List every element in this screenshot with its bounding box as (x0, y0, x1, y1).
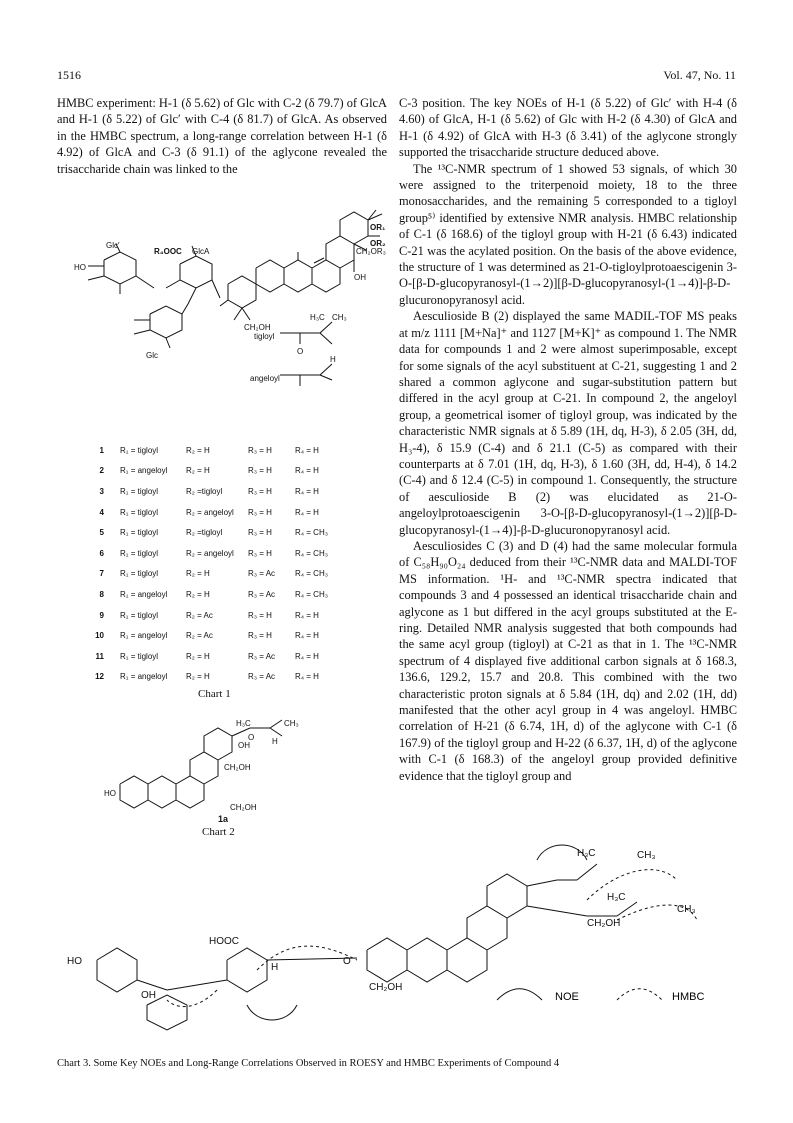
label-hooc: HOOC (209, 936, 239, 947)
label-o: O (297, 347, 304, 356)
substituent-cell: R₃ = Ac (248, 569, 276, 579)
label-ch2oh-2: CH₂OH (587, 918, 621, 929)
compound-number: 11 (95, 651, 104, 661)
table-row (82, 584, 372, 605)
substituent-cell: R₁ = tigloyl (120, 548, 159, 558)
substituent-cell: R₃ = H (248, 466, 272, 476)
substituent-cell: R₄ = H (295, 507, 319, 517)
chart2-caption: Chart 2 (202, 826, 235, 838)
substituent-cell: R₂ = Ac (186, 631, 213, 641)
substituent-cell: R₁ = tigloyl (120, 569, 159, 579)
legend-hmbc: HMBC (672, 991, 705, 1003)
substituent-cell: R₄ = CH₃ (295, 569, 328, 579)
label-ch3: CH₃ (332, 313, 347, 322)
substituent-cell: R₁ = angeloyl (120, 466, 168, 476)
substituent-cell: R₂ = H (186, 672, 210, 682)
substituent-cell: R₁ = tigloyl (120, 486, 159, 496)
label-oh: OH (141, 990, 156, 1001)
compound-label: 1a (218, 814, 229, 824)
substituent-cell: R₂ = angeloyl (186, 548, 234, 558)
table-row (82, 481, 372, 502)
paragraph: HMBC experiment: H-1 (δ 5.62) of Glc with C-2 (δ 79.7) of GlcA and H-1 (δ 5.22) of Glc′ with C-4 (δ 81.7) of GlcA. As observed in the HMBC spectrum, a long-range correlation between H-1 (δ 4.92) of GlcA and C-3 (δ 91.1) of the aglycone revealed the trisaccharide chain was linked to the (57, 96, 387, 176)
substituent-cell: R₂ = angeloyl (186, 507, 234, 517)
substituent-cell: R₁ = tigloyl (120, 445, 159, 455)
substituent-cell: R₄ = H (295, 610, 319, 620)
label-h3c: H₃C (236, 719, 251, 728)
compound-number: 10 (95, 631, 104, 641)
table-row (82, 502, 372, 523)
label-o: O (343, 956, 351, 967)
substituent-cell: R₂ = Ac (186, 610, 213, 620)
table-row (82, 667, 372, 688)
substituent-cell: R₁ = tigloyl (120, 610, 159, 620)
compound-number: 6 (99, 548, 104, 558)
substituent-cell: R₃ = H (248, 548, 272, 558)
substituent-cell: R₁ = tigloyl (120, 528, 159, 538)
journal-volume: Vol. 47, No. 11 (663, 68, 736, 82)
legend-noe: NOE (555, 991, 579, 1003)
compound-number: 2 (99, 466, 104, 476)
substituent-cell: R₁ = angeloyl (120, 589, 168, 599)
chart2-structure (100, 714, 360, 814)
label-ch2or3: CH₂OR₃ (356, 247, 386, 256)
label-ho: HO (74, 263, 86, 272)
substituent-cell: R₄ = H (295, 651, 319, 661)
substituent-cell: R₂ = H (186, 589, 210, 599)
substituent-cell: R₂ = H (186, 569, 210, 579)
substituent-cell: R₃ = H (248, 631, 272, 641)
label-glc: Glc (146, 351, 158, 360)
substituent-cell: R₁ = tigloyl (120, 651, 159, 661)
substituent-cell: R₄ = H (295, 445, 319, 455)
label-o: O (248, 733, 255, 742)
compound-number: 1 (99, 445, 104, 455)
table-row (82, 543, 372, 564)
label-r4ooc: R₄OOC (154, 247, 182, 256)
label-or2: OR₂ (370, 239, 386, 248)
label-oh: OH (238, 741, 250, 750)
chart3-structure (57, 840, 737, 1040)
substituent-cell: R₃ = Ac (248, 651, 276, 661)
substituent-cell: R₂ =tigloyl (186, 528, 223, 538)
substituent-cell: R₂ = H (186, 466, 210, 476)
paragraph: Aesculiosides C (3) and D (4) had the same molecular formula of C₅₈H₉₀O₂₄ deduced from their ¹³C-NMR data and MALDI-TOF MS information. ¹H- and ¹³C-NMR spectra indicated that compounds 3 and 4 possessed an identical trisaccharide chain and aglycone as 1 but differed in the acyl groups substituted at the E-ring. Detailed NMR analysis suggested that both compounds had the same acyl group (tigloyl) at C-21 as that in 1. The ¹³C-NMR spectrum of 4 displayed five additional carbon signals at δ 168.3, 136.6, 129.2, 15.7 and 20.8. This combined with the two characteristic proton signals at δ 5.84 (1H, dq) and 2.02 (1H, dd) manifested that the other acyl group in 4 was angeloyl. HMBC correlation of H-21 (δ 6.74, 1H, d) of the aglycone with C-1 (δ 167.9) of the tigloyl group and H-22 (δ 6.37, 1H, d) of the aglycone with C-1 (δ 168.3) of the angeloyl group provided definitive evidence that the tigloyl group and (399, 538, 737, 783)
substituent-cell: R₄ = CH₃ (295, 528, 328, 538)
label-oh: OH (354, 273, 366, 282)
right-column-text (399, 95, 737, 784)
substituent-cell: R₃ = H (248, 507, 272, 517)
label-tigloyl: tigloyl (254, 332, 275, 341)
chart3-caption: Chart 3. Some Key NOEs and Long-Range Correlations Observed in ROESY and HMBC Experiments of Compound 4 (57, 1058, 560, 1069)
substituent-cell: R₃ = Ac (248, 589, 276, 599)
label-h3c: H₃C (310, 313, 325, 322)
substituent-cell: R₄ = CH₃ (295, 589, 328, 599)
label-ch2oh: CH₂OH (224, 763, 251, 772)
substituent-cell: R₃ = H (248, 528, 272, 538)
paragraph: The ¹³C-NMR spectrum of 1 showed 53 signals, of which 30 were assigned to the triterpenoid moiety, 18 to the three monosaccharides, and the remaining 5 corresponded to a tigloyl group⁵⁾ identified by extensive NMR analysis. HMBC relationship of C-1 (δ 168.6) of the tigloyl group with H-21 (δ 6.43) indicated C-21 was the acylated position. On the basis of the above evidence, the structure of 1 was determined as 21-O-tigloylprotoaescigenin 3-O-[β-D-glucopyranosyl-(1→2)][β-D-glucopyranosyl-(1→4)]-β-D-glucuronopyranosyl acid. (399, 161, 737, 307)
compound-number: 5 (99, 528, 104, 538)
table-row (82, 522, 372, 543)
table-row (82, 605, 372, 626)
label-glc-prime: Glc′ (106, 241, 120, 250)
page-number: 1516 (57, 68, 81, 82)
chart1-caption: Chart 1 (198, 688, 231, 700)
compound-number: 3 (99, 486, 104, 496)
chart1-table (82, 440, 372, 687)
label-ch3-2: CH₃ (677, 904, 696, 915)
label-h: H (272, 737, 278, 746)
label-ch2oh: CH₂OH (369, 982, 403, 993)
label-ch3: CH₃ (637, 850, 656, 861)
substituent-cell: R₄ = H (295, 672, 319, 682)
chart1-structure (70, 188, 390, 418)
substituent-cell: R₂ =tigloyl (186, 486, 223, 496)
compound-number: 4 (99, 507, 104, 517)
left-column-text (57, 95, 387, 177)
table-row (82, 461, 372, 482)
substituent-cell: R₃ = Ac (248, 672, 276, 682)
substituent-cell: R₃ = H (248, 610, 272, 620)
label-angeloyl: angeloyl (250, 374, 280, 383)
compound-number: 12 (95, 672, 104, 682)
label-h3c: H₃C (577, 848, 596, 859)
paragraph: Aesculioside B (2) displayed the same MADIL-TOF MS peaks at m/z 1111 [M+Na]⁺ and 1127 [M+K]⁺ as compound 1. The NMR data for compounds 1 and 2 were almost superimposable, except for some signals of the acyl substituent at C-21, suggesting 1 and 2 shared a common aglycone and sugar-substitution pattern but differed in the acyl group at C-21. In compound 2, the angeloyl group, a geometrical isomer of tigloyl group, was indicated by the characteristic NMR signals at δ 5.89 (1H, dq, H-3), δ 2.05 (3H, dd, H₃-4), δ 15.9 (C-4) and δ 21.1 (C-5) as compared with their counterparts at δ 7.01 (1H, dq, H-3), δ 1.60 (3H, dd, H-4), δ 14.2 (C-4) and δ 12.4 (C-5) in compound 1. Consequently, the structure of aesculioside B (2) was elucidated as 21-O-angeloylprotoaescigenin 3-O-[β-D-glucopyranosyl-(1→2)][β-D-glucopyranosyl-(1→4)]-β-D-glucuronopyranosyl acid. (399, 309, 737, 537)
label-h: H (271, 962, 279, 973)
substituent-cell: R₄ = H (295, 466, 319, 476)
label-glca: GlcA (192, 247, 210, 256)
paragraph: C-3 position. The key NOEs of H-1 (δ 5.22) of Glc′ with H-4 (δ 4.60) of GlcA, H-1 (δ 5.62) of Glc with H-2 (δ 4.30) of GlcA and H-1 (δ 4.92) of GlcA with H-3 (δ 3.41) of the aglycone strongly supported the trisaccharide structure deduced above. (399, 96, 737, 160)
label-ho: HO (67, 956, 82, 967)
substituent-cell: R₃ = H (248, 445, 272, 455)
substituent-cell: R₂ = H (186, 445, 210, 455)
table-row (82, 564, 372, 585)
compound-number: 8 (99, 589, 104, 599)
label-ch3: CH₃ (284, 719, 299, 728)
table-row (82, 625, 372, 646)
substituent-cell: R₁ = angeloyl (120, 672, 168, 682)
label-h: H (330, 355, 336, 364)
chart3-legend (497, 989, 704, 1003)
substituent-cell: R₄ = CH₃ (295, 548, 328, 558)
substituent-cell: R₂ = H (186, 651, 210, 661)
compound-number: 7 (99, 569, 104, 579)
label-ch2oh: CH₂OH (230, 803, 257, 812)
substituent-cell: R₃ = H (248, 486, 272, 496)
substituent-cell: R₄ = H (295, 486, 319, 496)
substituent-cell: R₄ = H (295, 631, 319, 641)
table-row (82, 440, 372, 461)
label-ho: HO (104, 789, 116, 798)
substituent-cell: R₁ = angeloyl (120, 631, 168, 641)
label-or1: OR₁ (370, 223, 386, 232)
table-row (82, 646, 372, 667)
label-ch2oh: CH₂OH (244, 323, 271, 332)
substituent-cell: R₁ = tigloyl (120, 507, 159, 517)
compound-number: 9 (99, 610, 104, 620)
label-h3c-2: H₃C (607, 892, 626, 903)
